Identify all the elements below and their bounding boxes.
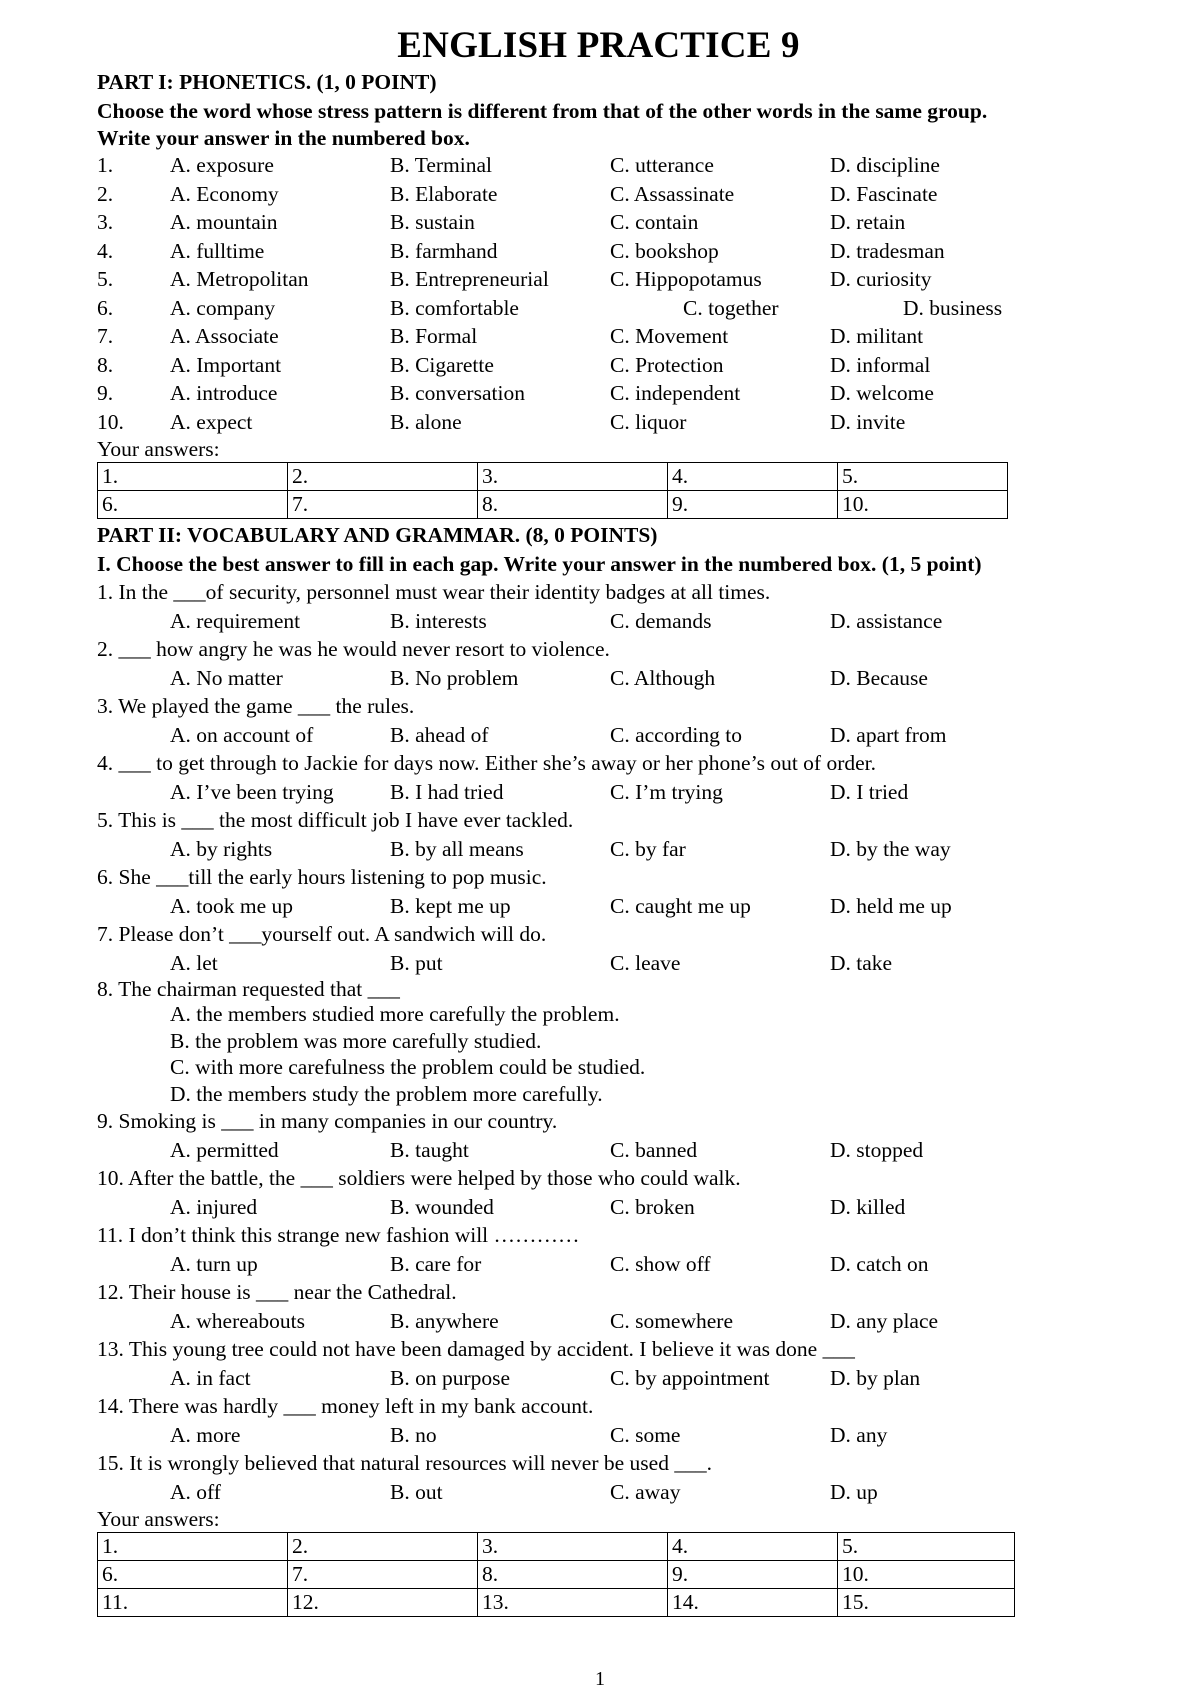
answer-cell[interactable]: 5.: [838, 463, 1008, 491]
option-d[interactable]: D. take: [830, 950, 893, 975]
question-stem: 4. ___ to get through to Jackie for days now. Either she’s away or her phone’s out of order.: [97, 751, 876, 775]
option-c[interactable]: C. by appointment: [610, 1365, 770, 1390]
answer-cell[interactable]: 3.: [478, 1533, 668, 1561]
option-d[interactable]: D. assistance: [830, 608, 943, 633]
phonetics-question-row: [97, 351, 1100, 380]
option-d[interactable]: D. any: [830, 1422, 888, 1447]
question-number: 8.: [97, 352, 114, 377]
option-c[interactable]: C. leave: [610, 950, 681, 975]
question-stem: 11. I don’t think this strange new fashion will …………: [97, 1223, 580, 1247]
answer-cell[interactable]: 11.: [98, 1589, 288, 1617]
part2-answers-label: Your answers:: [97, 1507, 220, 1531]
question-stem: 2. ___ how angry he was he would never resort to violence.: [97, 637, 610, 661]
option-d[interactable]: D. killed: [830, 1194, 906, 1219]
question-stem: 3. We played the game ___ the rules.: [97, 694, 415, 718]
phonetics-question-row: [97, 237, 1100, 266]
answer-cell[interactable]: 7.: [288, 1561, 478, 1589]
option-a[interactable]: A. permitted: [170, 1137, 279, 1162]
answer-cell[interactable]: 1.: [98, 463, 288, 491]
answer-cell[interactable]: 9.: [668, 491, 838, 519]
option-a[interactable]: A. took me up: [170, 893, 294, 918]
answer-cell[interactable]: 10.: [838, 491, 1008, 519]
option-d[interactable]: D. invite: [830, 409, 906, 434]
option-c[interactable]: C. Although: [610, 665, 716, 690]
answer-cell[interactable]: 10.: [838, 1561, 1015, 1589]
option-b[interactable]: B. anywhere: [390, 1308, 499, 1333]
option-a[interactable]: A. company: [170, 295, 276, 320]
option-a[interactable]: A. turn up: [170, 1251, 258, 1276]
answer-cell[interactable]: 13.: [478, 1589, 668, 1617]
option-b[interactable]: B. Terminal: [390, 153, 492, 177]
option-a[interactable]: A. whereabouts: [170, 1308, 305, 1333]
option-a[interactable]: A. in fact: [170, 1365, 251, 1390]
option-d[interactable]: D. stopped: [830, 1137, 924, 1162]
phonetics-question-list: [97, 151, 1100, 436]
question-8-options: [97, 1001, 1100, 1107]
phonetics-question-row: [97, 151, 1100, 180]
question-stem: 13. This young tree could not have been damaged by accident. I believe it was done ___: [97, 1337, 855, 1361]
option-b[interactable]: B. alone: [390, 409, 462, 434]
option-c[interactable]: C. contain: [610, 210, 699, 234]
option-c[interactable]: C. away: [610, 1479, 681, 1504]
page-title: ENGLISH PRACTICE 9: [397, 25, 800, 66]
answer-cell[interactable]: 4.: [668, 463, 838, 491]
option-b[interactable]: B. interests: [390, 608, 487, 633]
part1-answers-label: Your answers:: [97, 437, 220, 461]
option-c[interactable]: C. liquor: [610, 409, 687, 434]
option-b[interactable]: B. farmhand: [390, 238, 498, 263]
part2-answer-table: [97, 1532, 1015, 1617]
option-c[interactable]: C. Assassinate: [610, 181, 735, 206]
option-a[interactable]: A. No matter: [170, 665, 283, 690]
question-stem: 1. In the ___of security, personnel must wear their identity badges at all times.: [97, 580, 771, 604]
option-c[interactable]: C. by far: [610, 836, 686, 861]
option-d[interactable]: D. business: [903, 295, 1003, 320]
question-options-row: [97, 1307, 1100, 1336]
answer-table-row: [98, 491, 1008, 519]
question-options-row: [97, 1136, 1100, 1165]
question-options-row: [97, 949, 1100, 978]
option-c[interactable]: C. broken: [610, 1194, 695, 1219]
worksheet-page: [97, 22, 1100, 1617]
question-stem: 7. Please don’t ___yourself out. A sandwich will do.: [97, 922, 547, 946]
option-a[interactable]: A. fulltime: [170, 238, 265, 263]
option-c[interactable]: C. some: [610, 1422, 681, 1447]
answer-table-row: [98, 463, 1008, 491]
answer-cell[interactable]: 2.: [288, 1533, 478, 1561]
option-d[interactable]: D. discipline: [830, 153, 940, 177]
option-b[interactable]: B. by all means: [390, 836, 524, 861]
question-stem: 12. Their house is ___ near the Cathedral.: [97, 1280, 457, 1304]
phonetics-question-row: [97, 180, 1100, 209]
question-stem: 15. It is wrongly believed that natural resources will never be used ___.: [97, 1451, 712, 1475]
question-options-row: [97, 892, 1100, 921]
part1-heading: PART I: PHONETICS. (1, 0 POINT): [97, 70, 437, 94]
answer-cell[interactable]: 6.: [98, 1561, 288, 1589]
question-8-option[interactable]: B. the problem was more carefully studied.: [170, 1028, 542, 1053]
phonetics-question-row: [97, 379, 1100, 408]
question-number: 4.: [97, 238, 114, 263]
part2-section1-heading: I. Choose the best answer to fill in each gap. Write your answer in the numbered box. (1, 5 point): [97, 551, 982, 576]
option-b[interactable]: B. Entrepreneurial: [390, 267, 549, 291]
option-d[interactable]: D. curiosity: [830, 267, 932, 291]
answer-cell[interactable]: 2.: [288, 463, 478, 491]
option-c[interactable]: C. demands: [610, 608, 712, 633]
option-c[interactable]: C. Protection: [610, 352, 724, 377]
question-stem: 10. After the battle, the ___ soldiers were helped by those who could walk.: [97, 1166, 741, 1190]
option-c[interactable]: C. together: [683, 295, 779, 320]
question-number: 5.: [97, 267, 114, 291]
answer-cell[interactable]: 1.: [98, 1533, 288, 1561]
question-options-row: [97, 835, 1100, 864]
answer-table-row: [98, 1561, 1015, 1589]
question-8-option[interactable]: A. the members studied more carefully the problem.: [170, 1002, 620, 1026]
question-options-row: [97, 1478, 1100, 1507]
option-a[interactable]: A. introduce: [170, 381, 278, 405]
option-b[interactable]: B. No problem: [390, 665, 519, 690]
question-options-row: [97, 1193, 1100, 1222]
question-options-row: [97, 664, 1100, 693]
option-b[interactable]: B. care for: [390, 1251, 482, 1276]
option-b[interactable]: B. Cigarette: [390, 352, 494, 377]
phonetics-question-row: [97, 265, 1100, 294]
option-b[interactable]: B. wounded: [390, 1194, 494, 1219]
option-c[interactable]: C. bookshop: [610, 238, 719, 263]
answer-cell[interactable]: 14.: [668, 1589, 838, 1617]
option-b[interactable]: B. on purpose: [390, 1365, 511, 1390]
question-options-row: [97, 607, 1100, 636]
option-a[interactable]: A. I’ve been trying: [170, 779, 334, 804]
answer-cell[interactable]: 8.: [478, 491, 668, 519]
option-a[interactable]: A. Associate: [170, 324, 279, 348]
option-d[interactable]: D. Because: [830, 665, 928, 690]
question-stem: 6. She ___till the early hours listening to pop music.: [97, 865, 547, 889]
phonetics-question-row: [97, 208, 1100, 237]
option-d[interactable]: D. apart from: [830, 722, 947, 747]
option-b[interactable]: B. ahead of: [390, 722, 489, 747]
option-b[interactable]: B. kept me up: [390, 893, 511, 918]
answer-cell[interactable]: 8.: [478, 1561, 668, 1589]
phonetics-question-row: [97, 408, 1100, 437]
option-d[interactable]: D. any place: [830, 1308, 939, 1333]
option-a[interactable]: A. Metropolitan: [170, 267, 309, 291]
part1-answer-table: [97, 462, 1008, 519]
option-d[interactable]: D. Fascinate: [830, 181, 938, 206]
option-b[interactable]: B. taught: [390, 1137, 469, 1162]
option-c[interactable]: C. I’m trying: [610, 779, 723, 804]
option-a[interactable]: A. more: [170, 1422, 241, 1447]
option-a[interactable]: A. on account of: [170, 722, 314, 747]
answer-cell[interactable]: 5.: [838, 1533, 1015, 1561]
option-c[interactable]: C. Movement: [610, 324, 729, 348]
question-number: 1.: [97, 153, 114, 177]
answer-cell[interactable]: 9.: [668, 1561, 838, 1589]
option-d[interactable]: D. tradesman: [830, 238, 945, 263]
question-number: 2.: [97, 181, 114, 206]
phonetics-question-row: [97, 294, 1100, 323]
option-a[interactable]: A. requirement: [170, 608, 301, 633]
option-c[interactable]: C. according to: [610, 722, 742, 747]
option-b[interactable]: B. Formal: [390, 324, 478, 348]
question-options-row: [97, 1364, 1100, 1393]
option-b[interactable]: B. conversation: [390, 381, 525, 405]
question-number: 6.: [97, 295, 114, 320]
question-number: 9.: [97, 381, 114, 405]
phonetics-question-row: [97, 322, 1100, 351]
answer-cell[interactable]: 6.: [98, 491, 288, 519]
option-d[interactable]: D. catch on: [830, 1251, 929, 1276]
question-stem: 9. Smoking is ___ in many companies in our country.: [97, 1109, 558, 1133]
question-number: 7.: [97, 324, 114, 348]
option-b[interactable]: B. put: [390, 950, 443, 975]
option-d[interactable]: D. I tried: [830, 779, 909, 804]
option-b[interactable]: B. sustain: [390, 210, 475, 234]
option-d[interactable]: D. held me up: [830, 893, 952, 918]
option-c[interactable]: C. caught me up: [610, 893, 751, 918]
option-a[interactable]: A. injured: [170, 1194, 258, 1219]
option-d[interactable]: D. militant: [830, 324, 924, 348]
answer-table-row: [98, 1533, 1015, 1561]
option-a[interactable]: A. off: [170, 1479, 221, 1504]
answer-table-row: [98, 1589, 1015, 1617]
question-options-row: [97, 1250, 1100, 1279]
option-a[interactable]: A. let: [170, 950, 218, 975]
option-d[interactable]: D. informal: [830, 352, 931, 377]
option-b[interactable]: B. Elaborate: [390, 181, 498, 206]
option-c[interactable]: C. independent: [610, 381, 741, 405]
option-a[interactable]: A. by rights: [170, 836, 273, 861]
answer-cell[interactable]: 7.: [288, 491, 478, 519]
question-options-row: [97, 1421, 1100, 1450]
grammar-question-list: [97, 578, 1100, 977]
question-stem: 14. There was hardly ___ money left in my bank account.: [97, 1394, 594, 1418]
part2-heading: PART II: VOCABULARY AND GRAMMAR. (8, 0 POINTS): [97, 523, 658, 547]
grammar-question-list-continued: [97, 1107, 1100, 1506]
option-c[interactable]: C. somewhere: [610, 1308, 733, 1333]
option-d[interactable]: D. retain: [830, 210, 906, 234]
option-a[interactable]: A. Economy: [170, 181, 279, 206]
option-b[interactable]: B. I had tried: [390, 779, 504, 804]
question-options-row: [97, 721, 1100, 750]
option-c[interactable]: C. show off: [610, 1251, 711, 1276]
question-8-option[interactable]: D. the members study the problem more carefully.: [170, 1081, 603, 1106]
question-stem: 8. The chairman requested that ___: [97, 977, 400, 1001]
question-stem: 5. This is ___ the most difficult job I have ever tackled.: [97, 808, 574, 832]
option-d[interactable]: D. by the way: [830, 836, 951, 861]
option-d[interactable]: D. by plan: [830, 1365, 921, 1390]
option-a[interactable]: A. exposure: [170, 153, 274, 177]
option-a[interactable]: A. Important: [170, 352, 282, 377]
answer-cell[interactable]: 15.: [838, 1589, 1015, 1617]
option-a[interactable]: A. expect: [170, 409, 253, 434]
answer-cell[interactable]: 4.: [668, 1533, 838, 1561]
part1-instruction-2: Write your answer in the numbered box.: [97, 126, 470, 150]
option-b[interactable]: B. comfortable: [390, 295, 519, 320]
question-options-row: [97, 778, 1100, 807]
option-c[interactable]: C. Hippopotamus: [610, 267, 762, 291]
option-b[interactable]: B. out: [390, 1479, 443, 1504]
question-8-option[interactable]: C. with more carefulness the problem could be studied.: [170, 1055, 646, 1079]
page-number: 1: [595, 1668, 605, 1690]
answer-cell[interactable]: 3.: [478, 463, 668, 491]
answer-cell[interactable]: 12.: [288, 1589, 478, 1617]
option-d[interactable]: D. up: [830, 1479, 878, 1504]
question-number: 10.: [97, 409, 124, 434]
option-b[interactable]: B. no: [390, 1422, 437, 1447]
option-c[interactable]: C. banned: [610, 1137, 698, 1162]
option-a[interactable]: A. mountain: [170, 210, 278, 234]
option-c[interactable]: C. utterance: [610, 153, 714, 177]
part1-instruction: Choose the word whose stress pattern is different from that of the other words in the same group.: [97, 98, 988, 123]
option-d[interactable]: D. welcome: [830, 381, 934, 405]
question-number: 3.: [97, 210, 114, 234]
